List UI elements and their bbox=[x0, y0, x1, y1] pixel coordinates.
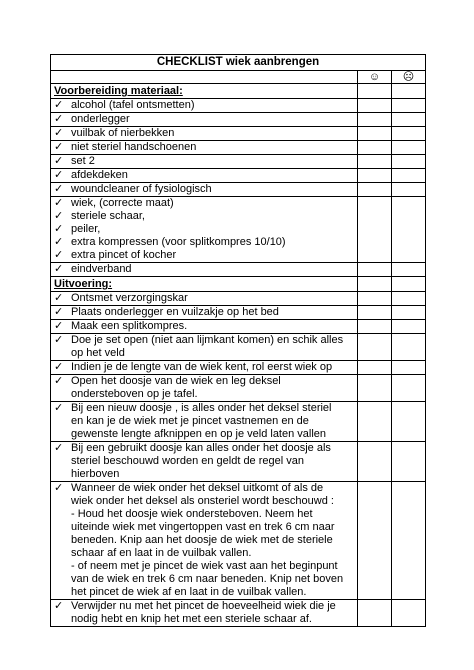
check-negative-cell[interactable] bbox=[392, 600, 426, 627]
checklist-row bbox=[51, 306, 426, 320]
check-negative-cell[interactable] bbox=[392, 113, 426, 127]
check-negative-cell[interactable] bbox=[392, 375, 426, 402]
item-text-line: beneden. Knip aan het doosje de wiek met de steriele bbox=[71, 534, 333, 546]
check-positive-cell[interactable] bbox=[358, 334, 392, 361]
title-row bbox=[51, 55, 426, 71]
checkmark-icon: ✓ bbox=[54, 482, 64, 494]
check-negative-cell[interactable] bbox=[392, 482, 426, 600]
item-text-line: Open het doosje van de wiek en leg deksel bbox=[71, 375, 281, 387]
item-text-line: en kan je de wiek met je pincet vastnemen en de bbox=[71, 415, 309, 427]
checklist-row bbox=[51, 361, 426, 375]
check-positive-cell[interactable] bbox=[358, 402, 392, 442]
check-positive-cell[interactable] bbox=[358, 482, 392, 600]
checkmark-icon: ✓ bbox=[54, 249, 64, 261]
checkmark-icon: ✓ bbox=[54, 183, 64, 195]
item-text-line: van de wiek en trek 6 cm naar beneden. Knip net boven bbox=[71, 573, 344, 585]
checkmark-icon: ✓ bbox=[54, 210, 64, 222]
check-positive-cell[interactable] bbox=[358, 169, 392, 183]
checklist-row bbox=[51, 113, 426, 127]
check-negative-cell[interactable] bbox=[392, 361, 426, 375]
check-negative-cell[interactable] bbox=[392, 84, 426, 99]
checkmark-icon: ✓ bbox=[54, 320, 64, 332]
check-positive-cell[interactable] bbox=[358, 600, 392, 627]
checklist-item bbox=[51, 402, 358, 442]
item-text-line: Ontsmet verzorgingskar bbox=[71, 292, 188, 304]
item-text-line: steriel beschouwd worden en geldt de regel van bbox=[71, 455, 304, 467]
item-text-line: gewenste lengte afknippen en op je veld laten vallen bbox=[71, 428, 327, 440]
checkmark-icon: ✓ bbox=[54, 292, 64, 304]
checkmark-icon: ✓ bbox=[54, 223, 64, 235]
checklist-row bbox=[51, 320, 426, 334]
checklist-item bbox=[51, 113, 358, 127]
checklist-item bbox=[51, 306, 358, 320]
item-text-line: Doe je set open (niet aan lijmkant komen) en schik alles bbox=[71, 334, 344, 346]
item-text-line: op het veld bbox=[71, 347, 125, 359]
checkmark-icon: ✓ bbox=[54, 600, 64, 612]
item-text-line: set 2 bbox=[71, 155, 95, 167]
item-text-line: ondersteboven op je tafel. bbox=[71, 388, 198, 400]
section-heading-row bbox=[51, 277, 426, 292]
item-text-line: Bij een nieuw doosje , is alles onder het deksel steriel bbox=[71, 402, 332, 414]
checklist-row bbox=[51, 442, 426, 482]
checklist-item bbox=[51, 361, 358, 375]
checkmark-icon: ✓ bbox=[54, 169, 64, 181]
item-text-line: nodig hebt en knip het met een steriele schaar af. bbox=[71, 613, 312, 625]
item-text-line: wiek, (correcte maat) bbox=[71, 197, 174, 209]
check-positive-cell[interactable] bbox=[358, 361, 392, 375]
item-text-line: Wanneer de wiek onder het deksel uitkomt of als de bbox=[71, 482, 324, 494]
checklist-row bbox=[51, 155, 426, 169]
checkmark-icon: ✓ bbox=[54, 197, 64, 209]
item-text-line: - of neem met je pincet de wiek vast aan het beginpunt bbox=[71, 560, 338, 572]
check-negative-cell[interactable] bbox=[392, 169, 426, 183]
check-positive-cell[interactable] bbox=[358, 141, 392, 155]
check-negative-cell[interactable] bbox=[392, 334, 426, 361]
check-positive-cell[interactable] bbox=[358, 183, 392, 197]
item-text-line: schaar af en laat in de vuilbak vallen. bbox=[71, 547, 252, 559]
section-heading: Uitvoering: bbox=[51, 277, 358, 292]
checkmark-icon: ✓ bbox=[54, 236, 64, 248]
checklist-item bbox=[51, 263, 358, 277]
check-positive-cell[interactable] bbox=[358, 127, 392, 141]
checklist-item bbox=[51, 197, 358, 263]
checklist-row bbox=[51, 292, 426, 306]
header-row bbox=[51, 71, 426, 84]
checklist-row bbox=[51, 375, 426, 402]
check-negative-cell[interactable] bbox=[392, 141, 426, 155]
check-positive-cell[interactable] bbox=[358, 197, 392, 263]
item-text-line: wiek onder het deksel als onsteriel wordt beschouwd : bbox=[71, 495, 334, 507]
check-positive-cell[interactable] bbox=[358, 263, 392, 277]
checkmark-icon: ✓ bbox=[54, 99, 64, 111]
frowning-face-icon: ☹ bbox=[392, 71, 426, 84]
checklist-row bbox=[51, 183, 426, 197]
check-positive-cell[interactable] bbox=[358, 113, 392, 127]
checklist-item bbox=[51, 442, 358, 482]
checkmark-icon: ✓ bbox=[54, 306, 64, 318]
item-text-line: extra pincet of kocher bbox=[71, 249, 177, 261]
checkmark-icon: ✓ bbox=[54, 334, 64, 346]
checklist-item bbox=[51, 482, 358, 600]
item-text-line: Bij een gebruikt doosje kan alles onder het doosje als bbox=[71, 442, 331, 454]
checkmark-icon: ✓ bbox=[54, 155, 64, 167]
item-text-line: woundcleaner of fysiologisch bbox=[71, 183, 212, 195]
check-positive-cell[interactable] bbox=[358, 292, 392, 306]
check-positive-cell[interactable] bbox=[358, 375, 392, 402]
checklist-row bbox=[51, 127, 426, 141]
item-text-line: eindverband bbox=[71, 263, 132, 275]
check-negative-cell[interactable] bbox=[392, 306, 426, 320]
item-text-line: extra kompressen (voor splitkompres 10/10) bbox=[71, 236, 286, 248]
item-text-line: hierboven bbox=[71, 468, 120, 480]
checklist-item bbox=[51, 375, 358, 402]
item-text-line: alcohol (tafel ontsmetten) bbox=[71, 99, 195, 111]
checklist-row bbox=[51, 402, 426, 442]
checkmark-icon: ✓ bbox=[54, 402, 64, 414]
checklist-item bbox=[51, 334, 358, 361]
item-text-line: - Houd het doosje wiek ondersteboven. Neem het bbox=[71, 508, 313, 520]
check-negative-cell[interactable] bbox=[392, 320, 426, 334]
checkmark-icon: ✓ bbox=[54, 113, 64, 125]
checklist-row bbox=[51, 482, 426, 600]
checkmark-icon: ✓ bbox=[54, 141, 64, 153]
checklist-row bbox=[51, 600, 426, 627]
check-negative-cell[interactable] bbox=[392, 99, 426, 113]
checkmark-icon: ✓ bbox=[54, 375, 64, 387]
checklist-row bbox=[51, 141, 426, 155]
checklist-item bbox=[51, 127, 358, 141]
section-heading-row bbox=[51, 84, 426, 99]
check-negative-cell[interactable] bbox=[392, 197, 426, 263]
checklist-row bbox=[51, 169, 426, 183]
check-negative-cell[interactable] bbox=[392, 183, 426, 197]
header-empty-cell bbox=[51, 71, 358, 84]
smiley-face-icon: ☺ bbox=[358, 71, 392, 84]
check-negative-cell[interactable] bbox=[392, 155, 426, 169]
checklist-item bbox=[51, 155, 358, 169]
checklist-title: CHECKLIST wiek aanbrengen bbox=[51, 55, 426, 71]
checklist-item bbox=[51, 320, 358, 334]
item-text-line: peiler, bbox=[71, 223, 101, 235]
check-negative-cell[interactable] bbox=[392, 442, 426, 482]
item-text-line: vuilbak of nierbekken bbox=[71, 127, 175, 139]
item-text-line: Verwijder nu met het pincet de hoeveelheid wiek die je bbox=[71, 600, 336, 612]
checklist-item bbox=[51, 169, 358, 183]
checkmark-icon: ✓ bbox=[54, 127, 64, 139]
checklist-item bbox=[51, 141, 358, 155]
item-text-line: Indien je de lengte van de wiek kent, rol eerst wiek op bbox=[71, 361, 333, 373]
check-negative-cell[interactable] bbox=[392, 292, 426, 306]
checkmark-icon: ✓ bbox=[54, 361, 64, 373]
checklist-item bbox=[51, 99, 358, 113]
checklist-table bbox=[50, 54, 426, 627]
check-positive-cell[interactable] bbox=[358, 306, 392, 320]
item-text-line: afdekdeken bbox=[71, 169, 128, 181]
item-text-line: uiteinde wiek met vingertoppen vast en trek 6 cm naar bbox=[71, 521, 335, 533]
check-positive-cell[interactable] bbox=[358, 277, 392, 292]
checklist-row bbox=[51, 334, 426, 361]
checkmark-icon: ✓ bbox=[54, 442, 64, 454]
item-text-line: het pincet de wiek af en laat in de vuilbak vallen. bbox=[71, 586, 307, 598]
checklist-item bbox=[51, 600, 358, 627]
item-text-line: Maak een splitkompres. bbox=[71, 320, 188, 332]
check-positive-cell[interactable] bbox=[358, 99, 392, 113]
checklist-row bbox=[51, 99, 426, 113]
checklist-row bbox=[51, 197, 426, 263]
check-positive-cell[interactable] bbox=[358, 155, 392, 169]
check-negative-cell[interactable] bbox=[392, 402, 426, 442]
item-text-line: niet steriel handschoenen bbox=[71, 141, 197, 153]
checklist-item bbox=[51, 292, 358, 306]
check-negative-cell[interactable] bbox=[392, 277, 426, 292]
check-positive-cell[interactable] bbox=[358, 84, 392, 99]
check-positive-cell[interactable] bbox=[358, 442, 392, 482]
check-positive-cell[interactable] bbox=[358, 320, 392, 334]
checklist-item bbox=[51, 183, 358, 197]
check-negative-cell[interactable] bbox=[392, 127, 426, 141]
item-text-line: onderlegger bbox=[71, 113, 130, 125]
section-heading: Voorbereiding materiaal: bbox=[51, 84, 358, 99]
check-negative-cell[interactable] bbox=[392, 263, 426, 277]
checklist-row bbox=[51, 263, 426, 277]
checkmark-icon: ✓ bbox=[54, 263, 64, 275]
item-text-line: steriele schaar, bbox=[71, 210, 145, 222]
item-text-line: Plaats onderlegger en vuilzakje op het bed bbox=[71, 306, 279, 318]
